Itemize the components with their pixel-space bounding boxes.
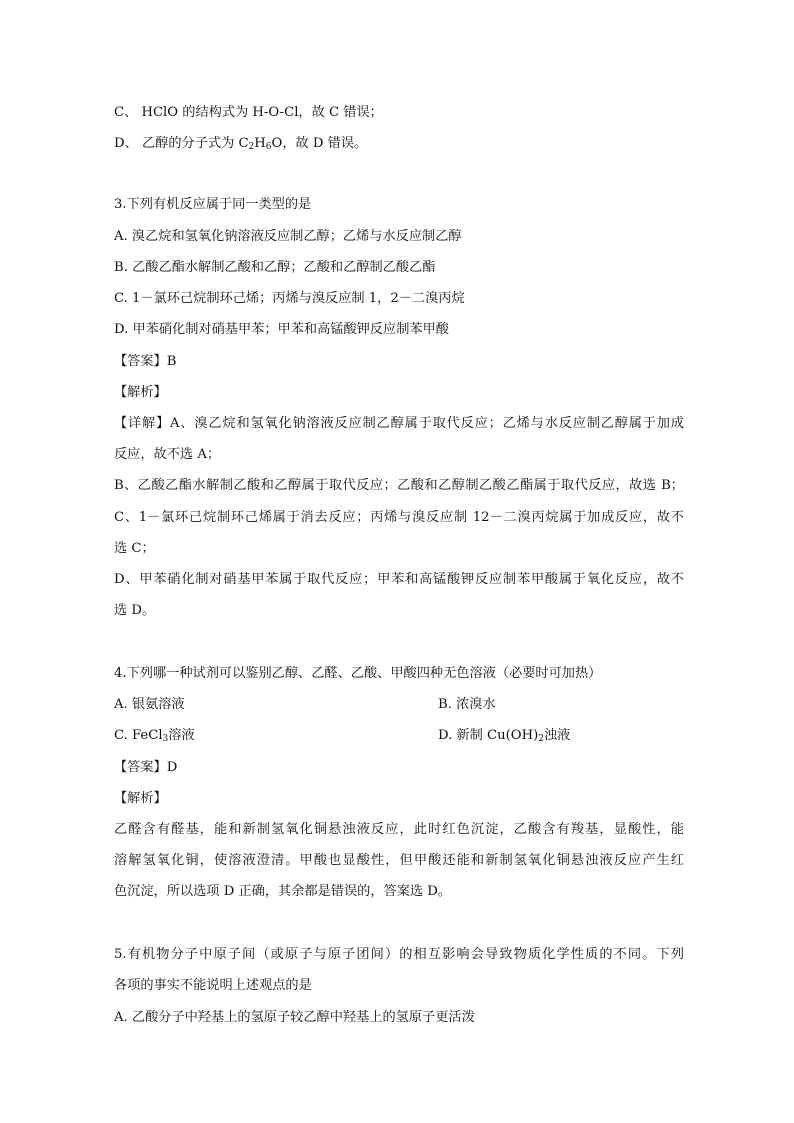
question-3-explanation-line: 选 C； [114,541,155,556]
question-4-option-b: B. 浓溴水 [438,697,496,712]
option-d-explanation: D、 乙醇的分子式为 $C_2H_6O$，故 D 错误。 [114,136,368,152]
question-4-explanation-line: 乙醛含有醛基，能和新制氢氧化铜悬浊液反应，此时红色沉淀，乙酸含有羧基，显酸性，能 [114,822,684,837]
question-3-option-b: B. 乙酸乙酯水解制乙酸和乙醇；乙酸和乙醇制乙酸乙酯 [114,260,436,275]
question-4-option-d: D. 新制 $Cu(OH)_2$浊液 [438,728,571,744]
question-3-explanation-line: B、乙酸乙酯水解制乙酸和乙醇属于取代反应；乙酸和乙醇制乙酸乙酯属于取代反应，故选 B； [114,478,684,493]
question-5-stem-line: 5.有机物分子中原子间（或原子与原子团间）的相互影响会导致物质化学性质的不同。下列 [114,947,684,962]
question-5-option-a: A. 乙酸分子中羟基上的氢原子较乙醇中羟基上的氢原子更活泼 [114,1010,475,1025]
question-3-option-a: A. 溴乙烷和氢氧化钠溶液反应制乙醇；乙烯与水反应制乙醇 [114,229,462,244]
question-3-explanation-line: 反应，故不选 A； [114,447,221,462]
question-3-answer: 【答案】B [114,354,177,369]
question-3-option-d: D. 甲苯硝化制对硝基甲苯；甲苯和高锰酸钾反应制苯甲酸 [114,322,449,337]
question-3-option-c: C. 1－氯环己烷制环己烯；丙烯与溴反应制 1，2－二溴丙烷 [114,291,465,306]
question-5-stem-line: 各项的事实不能说明上述观点的是 [114,978,312,993]
question-4-analysis-heading: 【解析】 [114,791,167,806]
question-3-explanation-line: C、1－氯环己烷制环己烯属于消去反应；丙烯与溴反应制 12－二溴丙烷属于加成反应，故不 [114,510,684,525]
question-3-explanation-line: 【详解】A、溴乙烷和氢氧化钠溶液反应制乙醇属于取代反应；乙烯与水反应制乙醇属于加成 [114,416,684,431]
question-4-answer: 【答案】D [114,760,178,775]
question-3-explanation-line: 选 D。 [114,603,156,618]
question-3-stem: 3.下列有机反应属于同一类型的是 [114,197,312,212]
question-4-explanation-line: 色沉淀，所以选项 D 正确，其余都是错误的，答案选 D。 [114,884,452,899]
question-3-explanation-line: D、甲苯硝化制对硝基甲苯属于取代反应；甲苯和高锰酸钾反应制苯甲酸属于氧化反应，故不 [114,572,684,587]
question-4-option-a: A. 银氨溶液 [114,697,185,712]
question-4-stem: 4.下列哪一种试剂可以鉴别乙醇、乙醛、乙酸、甲酸四种无色溶液（必要时可加热） [114,666,602,681]
question-4-explanation-line: 溶解氢氧化铜，使溶液澄清。甲酸也显酸性，但甲酸还能和新制氢氧化铜悬浊液反应产生红 [114,853,684,868]
question-3-analysis-heading: 【解析】 [114,385,167,400]
question-4-option-c: C. FeCl$_3$溶液 [114,728,195,744]
option-c-explanation: C、 HClO 的结构式为 H-O-Cl，故 C 错误； [114,105,383,120]
